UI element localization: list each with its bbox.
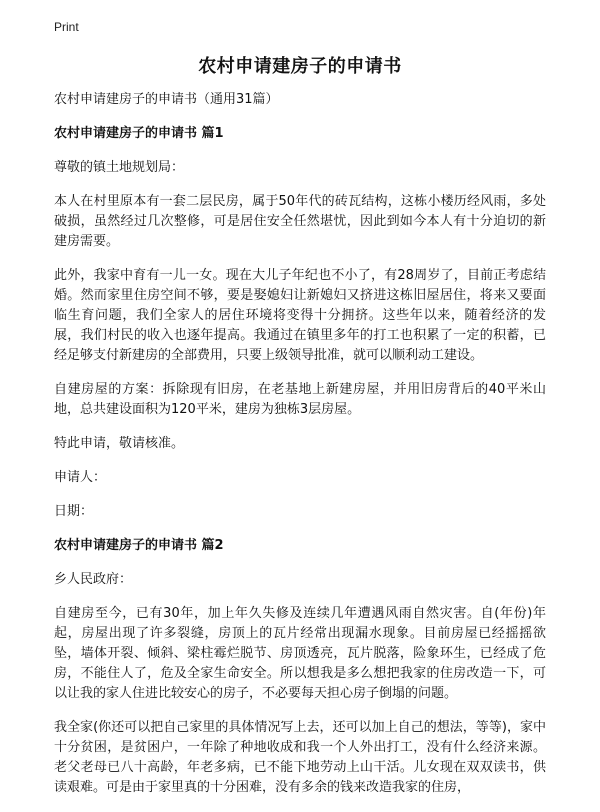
document-subtitle: 农村申请建房子的申请书（通用31篇）: [54, 92, 279, 107]
date-line: 日期：: [54, 504, 94, 519]
section-heading: 农村申请建房子的申请书 篇2: [54, 538, 224, 553]
body-paragraph: 我全家(你还可以把自己家里的具体情况写上去，还可以加上自己的想法，等等)，家中十分贫困，是贫困户，一年除了种地收成和我一个人外出打工，没有什么经济来源。老父老母已八十高龄，年老多病，已不能下地劳动上山干活。儿女现在双双读书，供读艰难。可是由于家里真的十分困难，没有多余的钱来改造我家的住房，: [54, 720, 546, 795]
print-link[interactable]: Print: [54, 20, 79, 34]
body-paragraph: 自建房至今，已有30年，加上年久失修及连续几年遭遇风雨自然灾害。自(年份)年起，房屋出现了许多裂缝，房顶上的瓦片经常出现漏水现象。目前房屋已经摇摇欲坠，墙体开裂、倾斜、梁柱霉烂脱节、房顶透亮，瓦片脱落，险象环生，已经成了危房，不能住人了，危及全家生命安全。所以想我是多么想把我家的住房改造一下，可以让我的家人住进比较安心的房子，不必要每天担心房子倒塌的问题。: [54, 606, 546, 701]
closing-line: 特此申请，敬请核准。: [54, 436, 185, 451]
page-title: 农村申请建房子的申请书: [198, 56, 402, 77]
applicant-line: 申请人：: [54, 470, 107, 485]
body-paragraph: 本人在村里原本有一套二层民房，属于50年代的砖瓦结构，这栋小楼历经风雨，多处破损，虽然经过几次整修，可是居住安全任然堪忧，因此到如今本人有十分迫切的新建房需要。: [54, 194, 546, 249]
document-body: [54, 90, 546, 812]
body-paragraph: 自建房屋的方案：拆除现有旧房，在老基地上新建房屋，并用旧房背后的40平米山地，总共建设面积为120平米，建房为独栋3层房屋。: [54, 382, 546, 417]
section-heading: 农村申请建房子的申请书 篇1: [54, 126, 224, 141]
salutation: 尊敬的镇土地规划局：: [54, 160, 185, 175]
body-paragraph: 此外，我家中育有一儿一女。现在大儿子年纪也不小了，有28周岁了，目前正考虑结婚。然而家里住房空间不够，要是娶媳妇让新媳妇又挤进这栋旧屋居住，将来又要面临生育问题，我们全家人的居住环境将变得十分拥挤。这些年以来，随着经济的发展，我们村民的收入也逐年提高。我通过在镇里多年的打工也积累了一定的积蓄，已经足够支付新建房的全部费用，只要上级领导批准，就可以顺利动工建设。: [54, 268, 546, 363]
salutation: 乡人民政府：: [54, 572, 133, 587]
